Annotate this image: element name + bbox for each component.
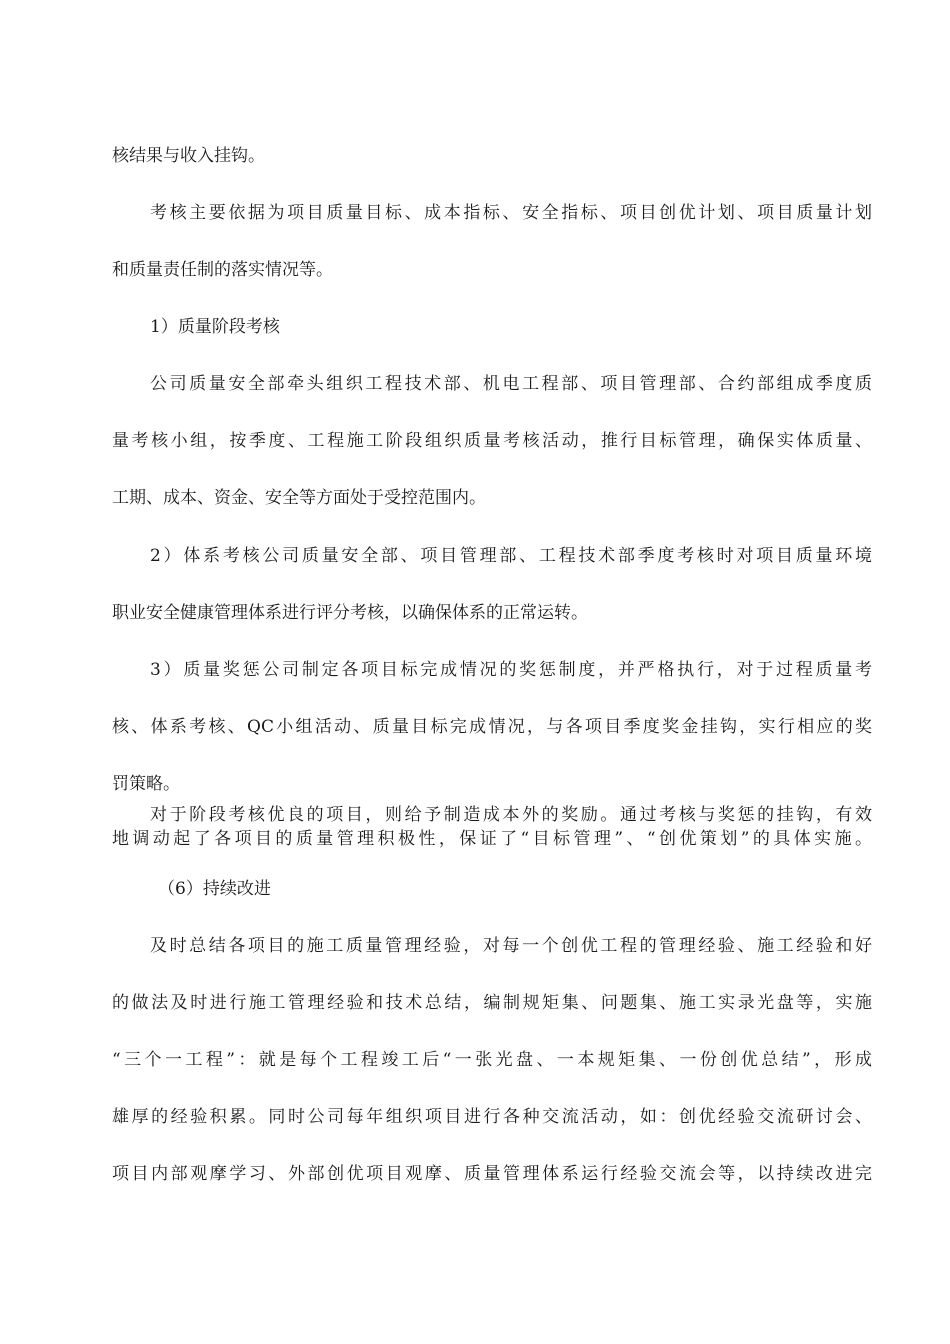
section-heading: （6）持续改进	[158, 879, 271, 899]
text-line: 量考核小组，按季度、工程施工阶段组织质量考核活动，推行目标管理，确保实体质量、	[112, 431, 872, 451]
text-line: 雄厚的经验积累。同时公司每年组织项目进行各种交流活动，如：创优经验交流研讨会、	[112, 1107, 872, 1127]
text-line: 及时总结各项目的施工质量管理经验，对每一个创优工程的管理经验、施工经验和好	[150, 936, 872, 956]
text-line: 2）体系考核公司质量安全部、项目管理部、工程技术部季度考核时对项目质量环境	[150, 546, 872, 566]
text-line: 核、体系考核、QC小组活动、质量目标完成情况，与各项目季度奖金挂钩，实行相应的奖	[112, 717, 872, 737]
text-line: 核结果与收入挂钩。	[112, 146, 265, 166]
text-line: 考核主要依据为项目质量目标、成本指标、安全指标、项目创优计划、项目质量计划	[150, 203, 872, 223]
text-line: 罚策略。	[112, 774, 180, 794]
text-line: 工期、成本、资金、安全等方面处于受控范围内。	[112, 488, 486, 508]
text-line: 地调动起了各项目的质量管理积极性，保证了“目标管理”、“创优策划”的具体实施。	[112, 829, 872, 849]
text-line: 职业安全健康管理体系进行评分考核，以确保体系的正常运转。	[112, 603, 588, 623]
text-line: 的做法及时进行施工管理经验和技术总结，编制规矩集、问题集、施工实录光盘等，实施	[112, 993, 872, 1013]
section-heading: 1）质量阶段考核	[150, 317, 280, 337]
text-line: 公司质量安全部牵头组织工程技术部、机电工程部、项目管理部、合约部组成季度质	[150, 374, 872, 394]
text-line: “三个一工程”：就是每个工程竣工后“一张光盘、一本规矩集、一份创优总结”，形成	[112, 1050, 872, 1070]
text-line: 对于阶段考核优良的项目，则给予制造成本外的奖励。通过考核与奖惩的挂钩，有效	[150, 805, 872, 825]
text-line: 项目内部观摩学习、外部创优项目观摩、质量管理体系运行经验交流会等，以持续改进完	[112, 1164, 872, 1184]
text-line: 3）质量奖惩公司制定各项目标完成情况的奖惩制度，并严格执行，对于过程质量考	[150, 660, 872, 680]
text-line: 和质量责任制的落实情况等。	[112, 260, 333, 280]
